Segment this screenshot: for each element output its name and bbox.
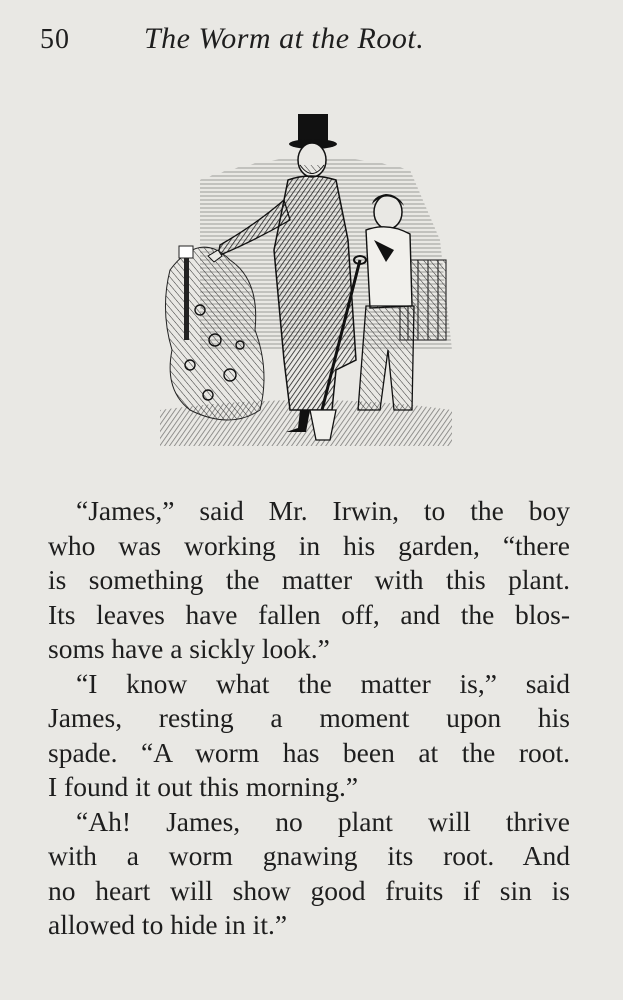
text-line: James, resting a moment upon his (48, 702, 570, 733)
text-line: is something the matter with this plant. (48, 564, 570, 595)
text-line: “James,” said Mr. Irwin, to the boy (76, 495, 570, 526)
engraving-man-and-boy-icon (160, 110, 452, 446)
text-line: “I know what the matter is,” said (76, 667, 570, 699)
text-line: with a worm gnawing its root. And (48, 840, 570, 871)
text-line: spade. “A worm has been at the root. (48, 736, 570, 768)
text-line: “Ah! James, no plant will thrive (76, 805, 570, 837)
text-line: who was working in his garden, “there (48, 529, 570, 561)
text-line: allowed to hide in it.” (48, 909, 288, 940)
page-header (40, 16, 580, 60)
text-line: Its leaves have fallen off, and the blos- (48, 598, 570, 630)
text-line: soms have a sickly look.” (48, 633, 330, 664)
text-line: no heart will show good fruits if sin is (48, 874, 570, 906)
running-title: The Worm at the Root. (144, 22, 425, 55)
body-text (48, 494, 570, 943)
text-line: I found it out this morning.” (48, 771, 359, 802)
engraving-illustration (160, 110, 452, 446)
page-number: 50 (40, 24, 70, 55)
